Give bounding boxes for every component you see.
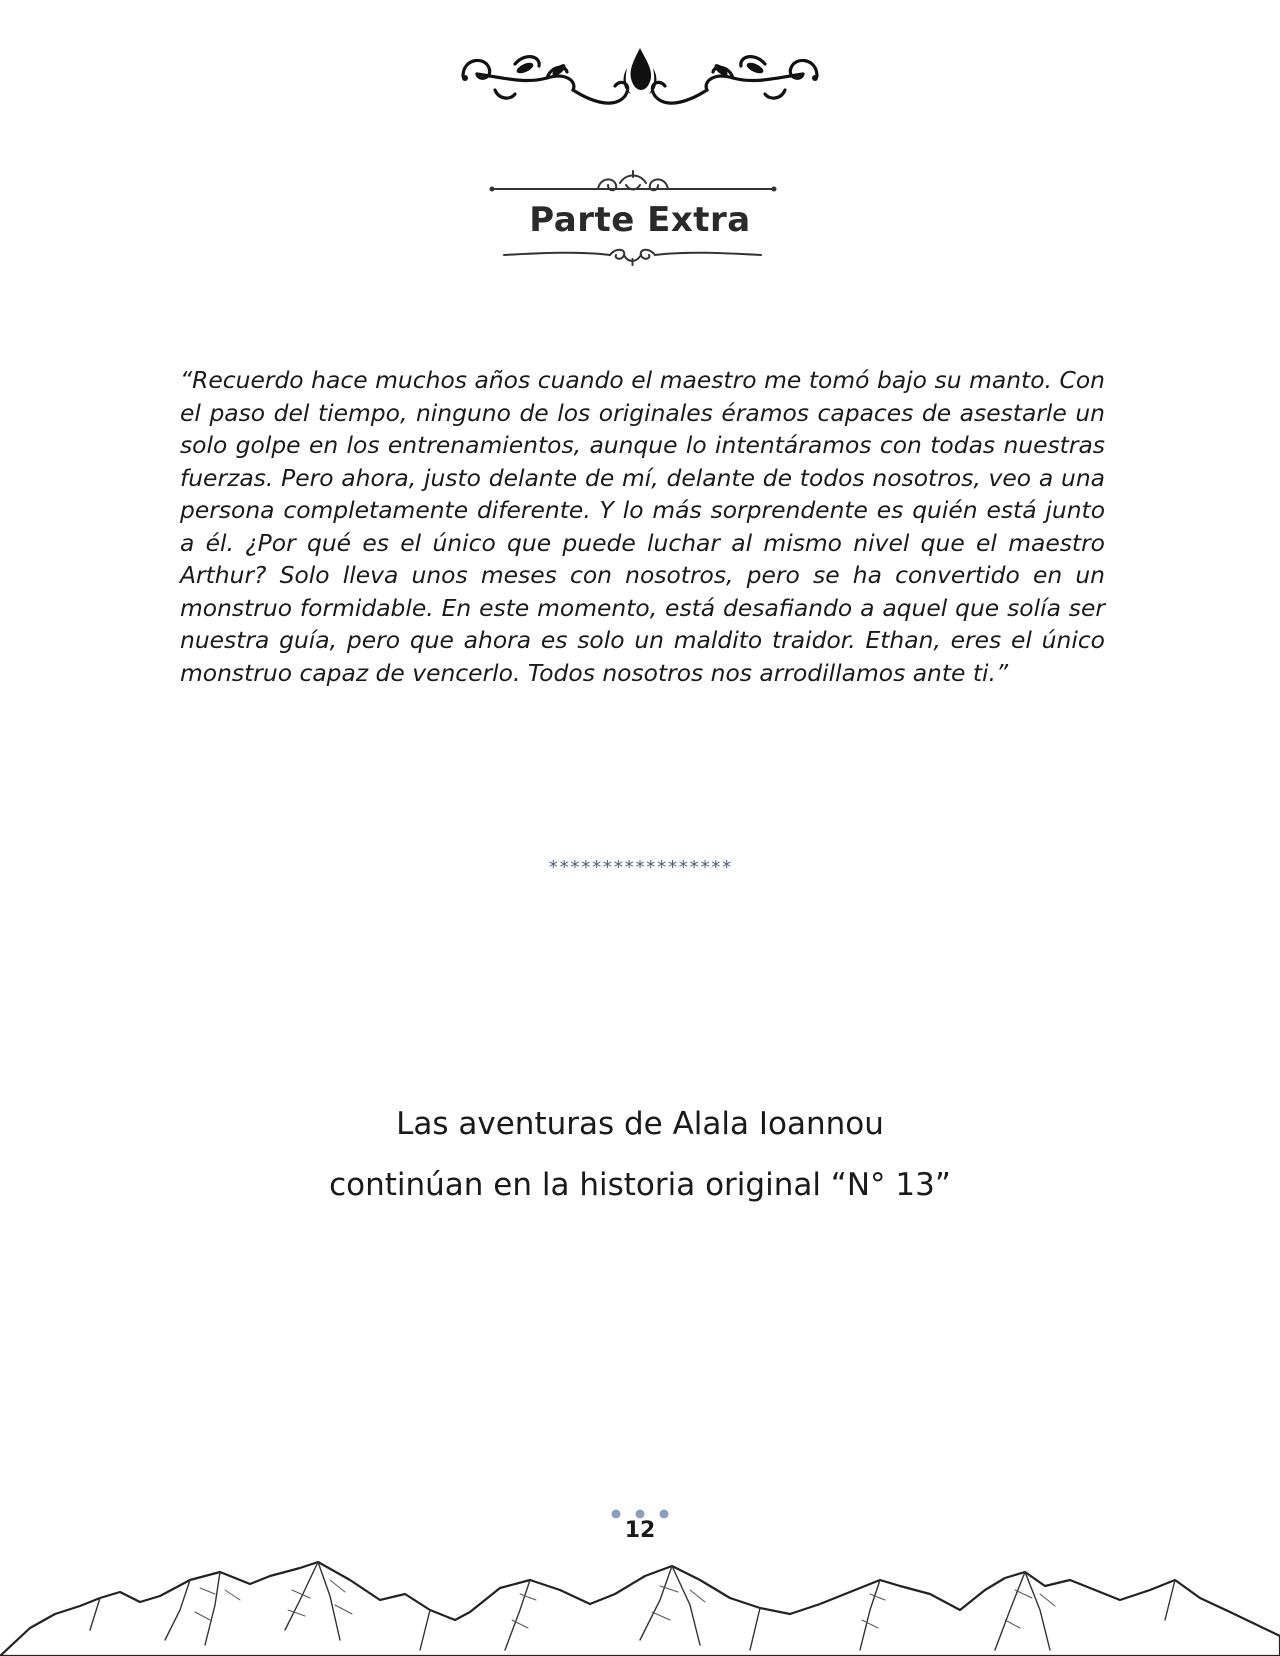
scroll-divider-icon bbox=[500, 243, 765, 269]
page-title: Parte Extra bbox=[529, 200, 751, 240]
flourish-ornament-icon bbox=[455, 38, 825, 114]
continuation-line-2: continúan en la historia original “N° 13” bbox=[329, 1167, 951, 1203]
quote-paragraph: “Recuerdo hace muchos años cuando el maestro me tomó bajo su manto. Con el paso del tiempo, ninguno de los originales éramos capaces de asestarle un solo golpe en los entrenamientos, aunque lo intentáramos con todas nuestras fuerzas. Pero ahora, justo delante de mí, delante de todos nosotros, veo a una persona completamente diferente. Y lo más sorprendente es quién está junto a él. ¿Por qué es el único que puede luchar al mismo nivel que el maestro Arthur? Solo lleva unos meses con nosotros, pero se ha convertido en un monstruo formidable. En este momento, está desafiando a aquel que solía ser nuestra guía, pero que ahora es solo un maldito traidor. Ethan, eres el único monstruo capaz de vencerlo. Todos nosotros nos arrodillamos ante ti.” bbox=[180, 366, 1105, 687]
page-number: 12 bbox=[624, 1518, 656, 1543]
continuation-line-1: Las aventuras de Alala Ioannou bbox=[396, 1106, 884, 1142]
section-separator: ***************** bbox=[547, 857, 733, 878]
scroll-divider-icon bbox=[488, 165, 778, 201]
mountain-range-illustration bbox=[0, 1550, 1280, 1656]
